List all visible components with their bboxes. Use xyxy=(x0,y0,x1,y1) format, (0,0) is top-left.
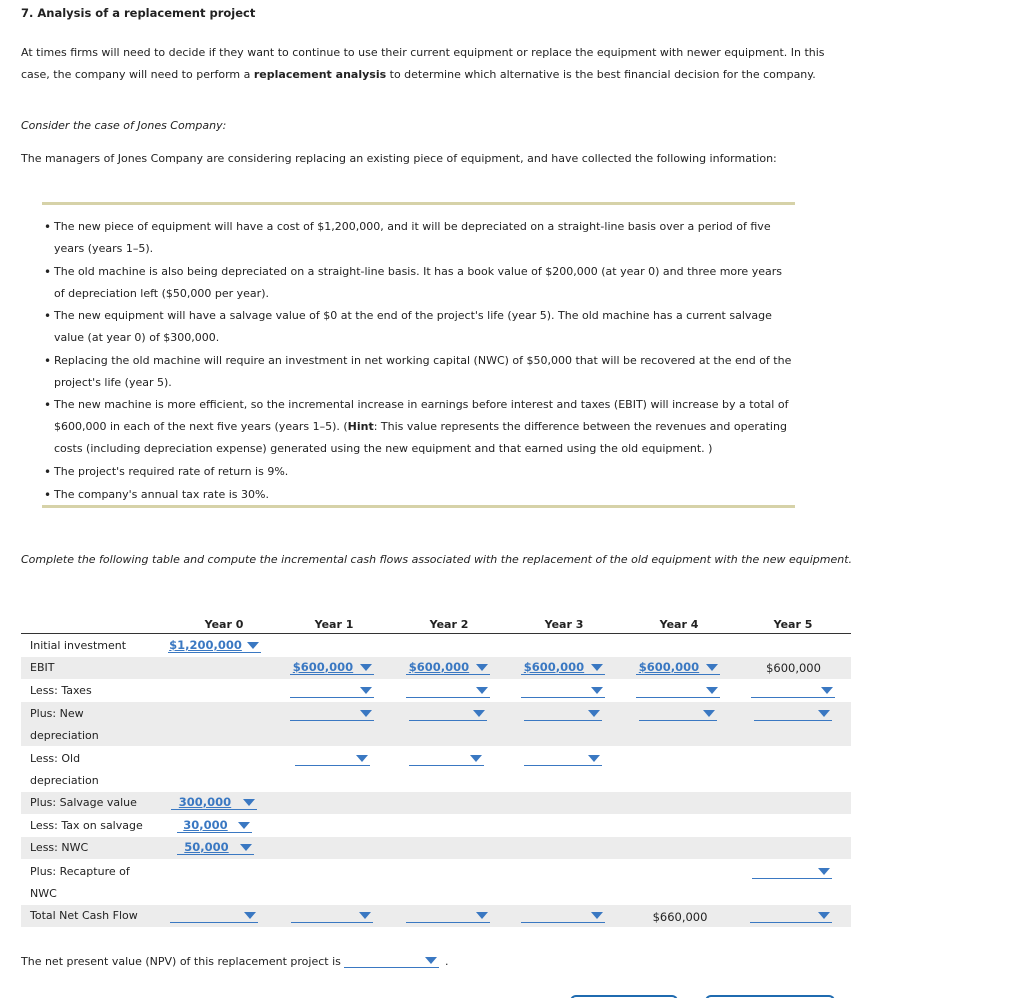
dropdown-total-y1[interactable] xyxy=(291,909,373,923)
dropdown-ebit-y2[interactable] xyxy=(406,661,490,675)
dropdown-arrow-icon xyxy=(588,710,600,717)
row-label-initial-investment: Initial investment xyxy=(30,639,127,652)
dropdown-arrow-icon xyxy=(591,912,603,919)
bullet-item: • The new equipment will have a salvage value of $0 at the end of the project's life (year 5). The old machine has a current salvage value (at year 0) of $300,000. xyxy=(42,305,795,349)
bullet-item: • Replacing the old machine will require an investment in net working capital (NWC) of $50,000 that will be recovered at the end of the project's life (year 5). xyxy=(42,350,795,394)
dropdown-arrow-icon xyxy=(706,664,718,671)
dropdown-value: 30,000 xyxy=(183,818,228,832)
intro-text-1: At times firms will need to decide if they want to continue to use their current equipment or replace the equipment with newer equipment. In this case, the company will need to perform a xyxy=(21,46,825,81)
consider-heading: Consider the case of Jones Company: xyxy=(21,119,227,132)
info-list xyxy=(42,216,795,506)
dropdown-taxes-y5[interactable] xyxy=(751,684,835,698)
dropdown-arrow-icon xyxy=(359,912,371,919)
npv-question: The net present value (NPV) of this replacement project is xyxy=(21,955,341,968)
dropdown-ebit-y3[interactable] xyxy=(521,661,605,675)
dropdown-new-dep-y1[interactable] xyxy=(290,707,374,721)
hint-label: Hint xyxy=(347,420,374,434)
dropdown-arrow-icon xyxy=(588,755,600,762)
dropdown-new-dep-y3[interactable] xyxy=(524,707,602,721)
dropdown-arrow-icon xyxy=(476,912,488,919)
dropdown-arrow-icon xyxy=(591,664,603,671)
dropdown-value: $600,000 xyxy=(638,660,700,674)
header-year-5: Year 5 xyxy=(773,618,813,631)
dropdown-taxes-y4[interactable] xyxy=(636,684,720,698)
header-year-1: Year 1 xyxy=(314,618,354,631)
dropdown-total-y5[interactable] xyxy=(750,909,832,923)
dropdown-value: $600,000 xyxy=(408,660,470,674)
dropdown-value: $600,000 xyxy=(292,660,354,674)
dropdown-arrow-icon xyxy=(476,687,488,694)
dropdown-arrow-icon xyxy=(360,687,372,694)
dropdown-total-y3[interactable] xyxy=(521,909,605,923)
row-band xyxy=(21,837,851,859)
dropdown-arrow-icon xyxy=(591,687,603,694)
row-label-new-depreciation: Plus: New xyxy=(30,707,84,720)
info-box xyxy=(42,202,795,508)
bullet-text: The new machine is more efficient, so the incremental increase in earnings before interest and taxes (EBIT) will increase by a total of $600,000 in each of the next five years (years 1–5). ( xyxy=(54,398,789,434)
complete-instructions: Complete the following table and compute the incremental cash flows associated with the replacement of the old equipment with the new equipment. xyxy=(21,553,853,566)
bullet-item: • The company's annual tax rate is 30%. xyxy=(42,484,795,506)
dropdown-taxes-y2[interactable] xyxy=(406,684,490,698)
dropdown-value: 50,000 xyxy=(184,840,229,854)
dropdown-taxes-y1[interactable] xyxy=(290,684,374,698)
ebit-y5-value: $600,000 xyxy=(766,661,821,675)
dropdown-nwc-y0[interactable] xyxy=(177,841,254,855)
intro-text-2: to determine which alternative is the best financial decision for the company. xyxy=(386,68,816,81)
dropdown-arrow-icon xyxy=(818,912,830,919)
page-title: 7. Analysis of a replacement project xyxy=(21,6,256,20)
dropdown-arrow-icon xyxy=(470,755,482,762)
dropdown-total-y0[interactable] xyxy=(170,909,258,923)
row-label-salvage: Plus: Salvage value xyxy=(30,796,137,809)
total-y4-value: $660,000 xyxy=(652,910,708,924)
dropdown-arrow-icon xyxy=(473,710,485,717)
bullet-item: • The new piece of equipment will have a cost of $1,200,000, and it will be depreciated on a straight-line basis over a period of five years (years 1–5). xyxy=(42,216,795,260)
dropdown-arrow-icon xyxy=(818,710,830,717)
dropdown-arrow-icon xyxy=(356,755,368,762)
row-label-old-depreciation: Less: Old xyxy=(30,752,81,765)
managers-text: The managers of Jones Company are considering replacing an existing piece of equipment, and have collected the following information: xyxy=(21,152,777,165)
row-label-old-depreciation-2: depreciation xyxy=(30,774,99,787)
header-year-4: Year 4 xyxy=(659,618,699,631)
dropdown-arrow-icon xyxy=(476,664,488,671)
header-year-3: Year 3 xyxy=(544,618,584,631)
row-label-taxes: Less: Taxes xyxy=(30,684,92,697)
dropdown-tax-salvage-y0[interactable] xyxy=(177,819,252,833)
dropdown-arrow-icon xyxy=(243,799,255,806)
dropdown-arrow-icon xyxy=(247,642,259,649)
dropdown-npv[interactable] xyxy=(344,954,439,968)
dropdown-ebit-y4[interactable] xyxy=(636,661,720,675)
dropdown-arrow-icon xyxy=(425,957,437,964)
dropdown-initial-investment-y0[interactable] xyxy=(168,639,261,653)
dropdown-value: 300,000 xyxy=(178,795,232,809)
intro-paragraph xyxy=(21,42,831,86)
dropdown-arrow-icon xyxy=(703,710,715,717)
dropdown-taxes-y3[interactable] xyxy=(521,684,605,698)
row-band xyxy=(21,792,851,814)
row-label-ebit: EBIT xyxy=(30,661,55,674)
dropdown-new-dep-y2[interactable] xyxy=(409,707,487,721)
bullet-item: • The old machine is also being depreciated on a straight-line basis. It has a book value of $200,000 (at year 0) and three more years of depreciation left ($50,000 per year). xyxy=(42,261,795,305)
row-label-nwc: Less: NWC xyxy=(30,841,89,854)
dropdown-old-dep-y3[interactable] xyxy=(524,752,602,766)
dropdown-arrow-icon xyxy=(240,844,252,851)
bullet-item xyxy=(42,394,795,460)
dropdown-value: $1,200,000 xyxy=(169,638,242,652)
row-label-recapture: Plus: Recapture of xyxy=(30,865,130,878)
dropdown-arrow-icon xyxy=(360,710,372,717)
dropdown-ebit-y1[interactable] xyxy=(290,661,374,675)
bullet-text: : This value represents the difference between the revenues and operating costs (including depreciation expense) generated using the new equipment and that earned using the old equipment. ) xyxy=(54,420,787,456)
bullet-item: • The project's required rate of return is 9%. xyxy=(42,461,795,483)
dropdown-arrow-icon xyxy=(706,687,718,694)
dropdown-value: $600,000 xyxy=(523,660,585,674)
dropdown-arrow-icon xyxy=(818,868,830,875)
header-year-0: Year 0 xyxy=(204,618,244,631)
dropdown-old-dep-y1[interactable] xyxy=(295,752,370,766)
intro-bold: replacement analysis xyxy=(253,68,387,81)
dropdown-arrow-icon xyxy=(821,687,833,694)
header-year-2: Year 2 xyxy=(429,618,469,631)
dropdown-arrow-icon xyxy=(238,822,250,829)
dropdown-new-dep-y5[interactable] xyxy=(754,707,832,721)
row-label-new-depreciation-2: depreciation xyxy=(30,729,99,742)
row-label-tax-on-salvage: Less: Tax on salvage xyxy=(30,819,143,832)
npv-period: . xyxy=(445,955,449,968)
table-header-row xyxy=(21,615,851,634)
dropdown-arrow-icon xyxy=(244,912,256,919)
dropdown-total-y2[interactable] xyxy=(406,909,490,923)
dropdown-recapture-y5[interactable] xyxy=(752,865,832,879)
dropdown-old-dep-y2[interactable] xyxy=(409,752,484,766)
dropdown-new-dep-y4[interactable] xyxy=(639,707,717,721)
dropdown-arrow-icon xyxy=(360,664,372,671)
dropdown-salvage-y0[interactable] xyxy=(171,796,257,810)
row-label-total: Total Net Cash Flow xyxy=(30,909,138,922)
row-label-recapture-2: NWC xyxy=(30,887,57,900)
